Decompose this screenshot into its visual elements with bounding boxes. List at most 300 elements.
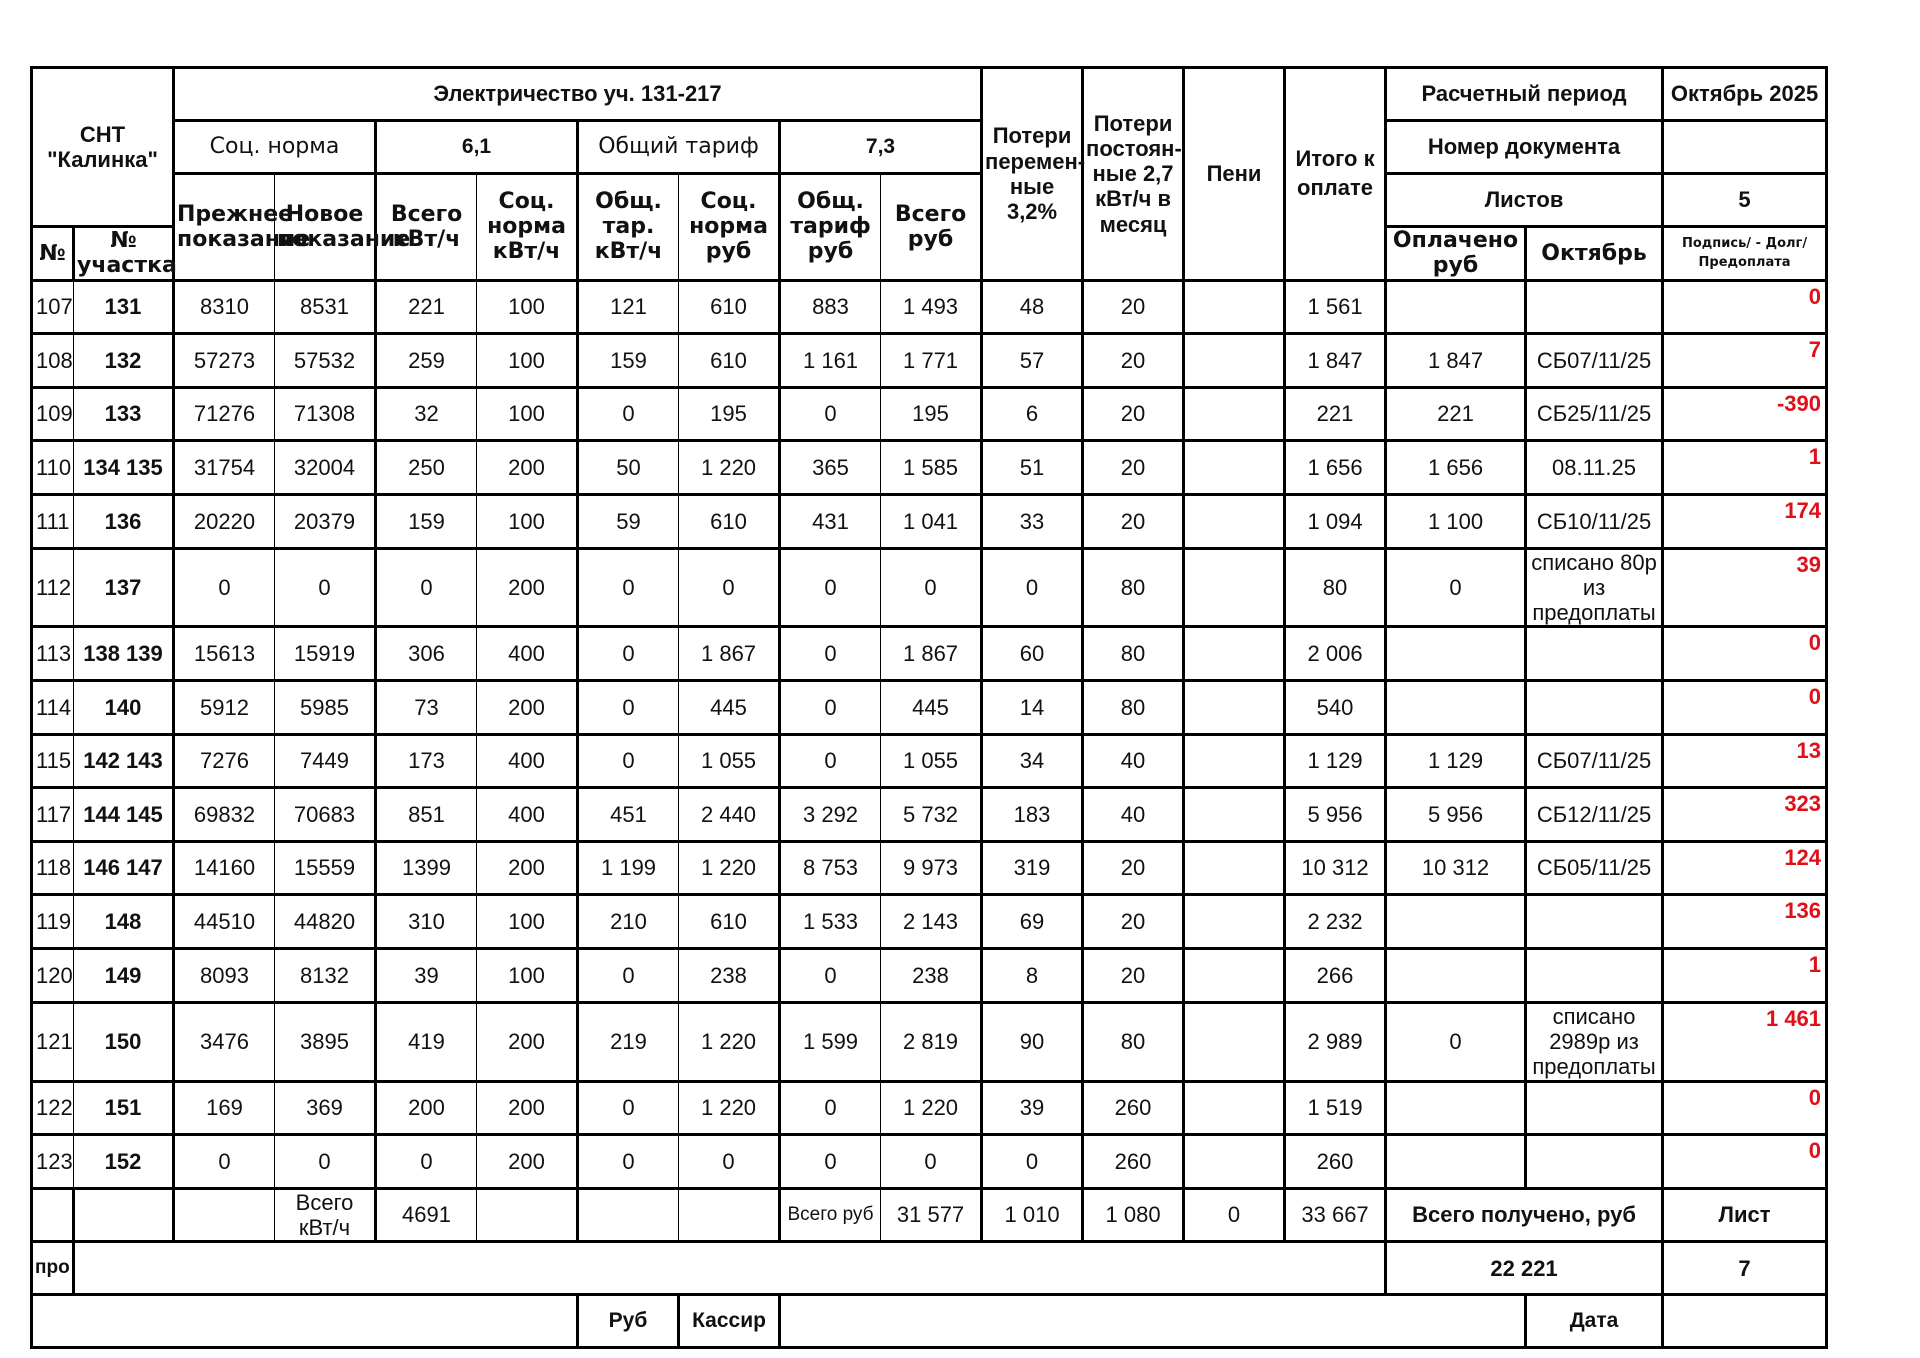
total-rub: 0 <box>881 548 982 627</box>
general-rub: 0 <box>780 949 881 1003</box>
general-kwh: 0 <box>578 1081 679 1135</box>
soc-norm-kwh: 400 <box>477 788 578 842</box>
total-rub: 1 867 <box>881 627 982 681</box>
plot-number: 132 <box>74 334 174 388</box>
soc-norm-kwh: 200 <box>477 1135 578 1189</box>
paid-rub[interactable]: 0 <box>1386 548 1526 627</box>
doc-number-label: Номер документа <box>1386 121 1663 174</box>
loss-variable: 57 <box>982 334 1083 388</box>
prev-reading: 20220 <box>174 494 275 548</box>
prev-reading: 15613 <box>174 627 275 681</box>
prev-reading: 69832 <box>174 788 275 842</box>
balance: 1 <box>1663 441 1827 495</box>
soc-norm-rub: 195 <box>679 387 780 441</box>
general-kwh: 210 <box>578 895 679 949</box>
totals-empty-num <box>32 1188 74 1242</box>
totals-penalty: 0 <box>1184 1188 1285 1242</box>
row-num: 112 <box>32 548 74 627</box>
balance: 0 <box>1663 280 1827 334</box>
penalty[interactable] <box>1184 681 1285 735</box>
loss-variable: 90 <box>982 1002 1083 1081</box>
total-kwh: 310 <box>376 895 477 949</box>
balance: 0 <box>1663 1081 1827 1135</box>
general-rub: 0 <box>780 1081 881 1135</box>
row-num: 118 <box>32 841 74 895</box>
general-kwh: 0 <box>578 734 679 788</box>
general-kwh: 0 <box>578 627 679 681</box>
general-kwh: 159 <box>578 334 679 388</box>
paid-rub[interactable] <box>1386 949 1526 1003</box>
received-row <box>32 1242 1827 1295</box>
total-kwh: 250 <box>376 441 477 495</box>
soc-norm-kwh: 200 <box>477 681 578 735</box>
balance: -390 <box>1663 387 1827 441</box>
payment-note[interactable] <box>1526 1135 1663 1189</box>
total-due: 1 129 <box>1285 734 1386 788</box>
payment-note[interactable]: списано 80р из предоплаты <box>1526 548 1663 627</box>
col-soc-norm-kwh: Соц. норма кВт/ч <box>477 174 578 281</box>
soc-norm-rub: 610 <box>679 334 780 388</box>
general-rub: 0 <box>780 681 881 735</box>
row-num: 108 <box>32 334 74 388</box>
general-kwh: 451 <box>578 788 679 842</box>
soc-norm-kwh: 200 <box>477 1081 578 1135</box>
paid-rub[interactable]: 1 847 <box>1386 334 1526 388</box>
loss-variable: 14 <box>982 681 1083 735</box>
totals-empty-prev <box>174 1188 275 1242</box>
payment-note[interactable]: СБ25/11/25 <box>1526 387 1663 441</box>
plot-number: 150 <box>74 1002 174 1081</box>
soc-norm-rub: 0 <box>679 1135 780 1189</box>
soc-norm-rub: 445 <box>679 681 780 735</box>
payment-note[interactable]: СБ07/11/25 <box>1526 734 1663 788</box>
date-field[interactable] <box>1663 1295 1827 1348</box>
loss-constant: 260 <box>1083 1135 1184 1189</box>
penalty[interactable] <box>1184 1002 1285 1081</box>
total-rub: 1 771 <box>881 334 982 388</box>
penalty[interactable] <box>1184 1081 1285 1135</box>
new-reading: 15559 <box>275 841 376 895</box>
soc-norm-rub: 0 <box>679 548 780 627</box>
row-num: 122 <box>32 1081 74 1135</box>
general-rub: 431 <box>780 494 881 548</box>
paid-rub[interactable] <box>1386 1135 1526 1189</box>
payment-note[interactable]: списано 2989р из предоплаты <box>1526 1002 1663 1081</box>
cashier-signature-field[interactable] <box>780 1295 1526 1348</box>
col-general-kwh: Общ. тар. кВт/ч <box>578 174 679 281</box>
plot-number: 146 147 <box>74 841 174 895</box>
loss-constant: 260 <box>1083 1081 1184 1135</box>
soc-norm-rub: 2 440 <box>679 788 780 842</box>
payment-note[interactable]: СБ12/11/25 <box>1526 788 1663 842</box>
col-new-reading: Новое показание <box>275 174 376 281</box>
total-due: 1 519 <box>1285 1081 1386 1135</box>
totals-empty-plot <box>74 1188 174 1242</box>
row-num: 114 <box>32 681 74 735</box>
date-label: Дата <box>1526 1295 1663 1348</box>
loss-variable: 60 <box>982 627 1083 681</box>
penalty[interactable] <box>1184 734 1285 788</box>
col-month: Октябрь <box>1526 227 1663 281</box>
col-signature: Подпись/ - Долг/Предоплата <box>1663 227 1827 281</box>
general-rub: 0 <box>780 734 881 788</box>
sheet-title: Электричество уч. 131-217 <box>174 68 982 121</box>
total-rub: 2 819 <box>881 1002 982 1081</box>
soc-norm-rub: 238 <box>679 949 780 1003</box>
table-row <box>32 1081 1827 1135</box>
soc-norm-rate: 6,1 <box>376 121 578 174</box>
soc-norm-kwh: 400 <box>477 627 578 681</box>
paid-rub[interactable]: 1 129 <box>1386 734 1526 788</box>
general-rub: 1 533 <box>780 895 881 949</box>
loss-constant: 20 <box>1083 334 1184 388</box>
general-rub: 1 599 <box>780 1002 881 1081</box>
total-kwh: 159 <box>376 494 477 548</box>
cashier-label: Кассир <box>679 1295 780 1348</box>
received-label: Всего получено, руб <box>1386 1188 1663 1242</box>
row-num: 119 <box>32 895 74 949</box>
general-kwh: 1 199 <box>578 841 679 895</box>
period-label: Расчетный период <box>1386 68 1663 121</box>
total-kwh: 221 <box>376 280 477 334</box>
balance: 174 <box>1663 494 1827 548</box>
balance: 0 <box>1663 681 1827 735</box>
balance: 124 <box>1663 841 1827 895</box>
row-num: 110 <box>32 441 74 495</box>
penalty[interactable] <box>1184 788 1285 842</box>
general-rub: 0 <box>780 627 881 681</box>
general-rub: 1 161 <box>780 334 881 388</box>
total-due: 221 <box>1285 387 1386 441</box>
plot-number: 149 <box>74 949 174 1003</box>
doc-number-value[interactable] <box>1663 121 1827 174</box>
loss-constant: 40 <box>1083 788 1184 842</box>
balance: 0 <box>1663 1135 1827 1189</box>
loss-constant: 40 <box>1083 734 1184 788</box>
table-row <box>32 627 1827 681</box>
soc-norm-kwh: 200 <box>477 441 578 495</box>
payment-note[interactable] <box>1526 949 1663 1003</box>
electricity-billing-sheet <box>30 66 1828 1349</box>
general-rub: 0 <box>780 387 881 441</box>
cut-label: про <box>32 1242 74 1295</box>
row-num: 115 <box>32 734 74 788</box>
totals-loss-var: 1 010 <box>982 1188 1083 1242</box>
payment-note[interactable]: СБ10/11/25 <box>1526 494 1663 548</box>
totals-empty-gen-kwh <box>578 1188 679 1242</box>
totals-kwh-label: Всего кВт/ч <box>275 1188 376 1242</box>
table-row <box>32 1135 1827 1189</box>
prev-reading: 71276 <box>174 387 275 441</box>
total-rub: 1 220 <box>881 1081 982 1135</box>
soc-norm-kwh: 200 <box>477 1002 578 1081</box>
plot-number: 134 135 <box>74 441 174 495</box>
loss-variable: 6 <box>982 387 1083 441</box>
total-rub: 0 <box>881 1135 982 1189</box>
row-num: 113 <box>32 627 74 681</box>
general-kwh: 0 <box>578 387 679 441</box>
general-kwh: 50 <box>578 441 679 495</box>
col-paid-rub: Оплачено руб <box>1386 227 1526 281</box>
general-kwh: 219 <box>578 1002 679 1081</box>
penalty[interactable] <box>1184 949 1285 1003</box>
penalty[interactable] <box>1184 387 1285 441</box>
soc-norm-kwh: 100 <box>477 280 578 334</box>
total-rub: 1 041 <box>881 494 982 548</box>
total-kwh: 851 <box>376 788 477 842</box>
plot-number: 144 145 <box>74 788 174 842</box>
table-row <box>32 441 1827 495</box>
total-rub: 1 585 <box>881 441 982 495</box>
paid-rub[interactable]: 10 312 <box>1386 841 1526 895</box>
total-kwh: 259 <box>376 334 477 388</box>
total-due: 2 989 <box>1285 1002 1386 1081</box>
soc-norm-rub: 1 220 <box>679 1081 780 1135</box>
total-due: 1 656 <box>1285 441 1386 495</box>
balance: 323 <box>1663 788 1827 842</box>
soc-norm-kwh: 100 <box>477 494 578 548</box>
general-rub: 3 292 <box>780 788 881 842</box>
total-due: 260 <box>1285 1135 1386 1189</box>
general-kwh: 0 <box>578 1135 679 1189</box>
soc-norm-label: Соц. норма <box>174 121 376 174</box>
loss-constant: 20 <box>1083 441 1184 495</box>
sheet-label: Лист <box>1663 1188 1827 1242</box>
row-num: 107 <box>32 280 74 334</box>
general-rub: 883 <box>780 280 881 334</box>
total-due: 80 <box>1285 548 1386 627</box>
new-reading: 5985 <box>275 681 376 735</box>
soc-norm-kwh: 100 <box>477 387 578 441</box>
penalty[interactable] <box>1184 441 1285 495</box>
loss-variable: 48 <box>982 280 1083 334</box>
col-num: № <box>32 227 74 281</box>
new-reading: 0 <box>275 1135 376 1189</box>
col-plot: № участка <box>74 227 174 281</box>
loss-constant: 80 <box>1083 627 1184 681</box>
general-rub: 8 753 <box>780 841 881 895</box>
row-num: 111 <box>32 494 74 548</box>
paid-rub[interactable] <box>1386 280 1526 334</box>
losses-constant-header: Потери постоян-ные 2,7 кВт/ч в месяц <box>1083 68 1184 281</box>
loss-variable: 33 <box>982 494 1083 548</box>
total-kwh: 200 <box>376 1081 477 1135</box>
table-row <box>32 734 1827 788</box>
loss-variable: 51 <box>982 441 1083 495</box>
plot-number: 138 139 <box>74 627 174 681</box>
payment-note[interactable] <box>1526 280 1663 334</box>
loss-constant: 80 <box>1083 548 1184 627</box>
total-due: 10 312 <box>1285 841 1386 895</box>
plot-number: 152 <box>74 1135 174 1189</box>
totals-kwh-value: 4691 <box>376 1188 477 1242</box>
loss-constant: 20 <box>1083 841 1184 895</box>
penalty[interactable] <box>1184 627 1285 681</box>
total-due: 2 006 <box>1285 627 1386 681</box>
prev-reading: 8310 <box>174 280 275 334</box>
new-reading: 44820 <box>275 895 376 949</box>
prev-reading: 169 <box>174 1081 275 1135</box>
total-due: 540 <box>1285 681 1386 735</box>
new-reading: 8531 <box>275 280 376 334</box>
general-kwh: 0 <box>578 681 679 735</box>
table-row <box>32 788 1827 842</box>
penalty[interactable] <box>1184 895 1285 949</box>
total-rub: 1 493 <box>881 280 982 334</box>
payment-note[interactable]: СБ07/11/25 <box>1526 334 1663 388</box>
total-due: 5 956 <box>1285 788 1386 842</box>
plot-number: 148 <box>74 895 174 949</box>
paid-rub[interactable]: 0 <box>1386 1002 1526 1081</box>
penalty[interactable] <box>1184 334 1285 388</box>
table-row <box>32 681 1827 735</box>
payment-note[interactable]: СБ05/11/25 <box>1526 841 1663 895</box>
sheets-label: Листов <box>1386 174 1663 227</box>
soc-norm-rub: 1 220 <box>679 1002 780 1081</box>
total-rub: 195 <box>881 387 982 441</box>
total-kwh: 0 <box>376 548 477 627</box>
prev-reading: 14160 <box>174 841 275 895</box>
paid-rub[interactable]: 1 100 <box>1386 494 1526 548</box>
total-due: 1 094 <box>1285 494 1386 548</box>
soc-norm-kwh: 100 <box>477 949 578 1003</box>
total-due: 1 561 <box>1285 280 1386 334</box>
total-rub: 238 <box>881 949 982 1003</box>
new-reading: 57532 <box>275 334 376 388</box>
paid-rub[interactable] <box>1386 681 1526 735</box>
soc-norm-kwh: 200 <box>477 548 578 627</box>
general-rub: 365 <box>780 441 881 495</box>
total-due-header: Итого к оплате <box>1285 68 1386 281</box>
soc-norm-kwh: 400 <box>477 734 578 788</box>
soc-norm-kwh: 100 <box>477 895 578 949</box>
prev-reading: 31754 <box>174 441 275 495</box>
payment-note[interactable] <box>1526 895 1663 949</box>
paid-rub[interactable] <box>1386 1081 1526 1135</box>
plot-number: 142 143 <box>74 734 174 788</box>
general-tariff-rate: 7,3 <box>780 121 982 174</box>
soc-norm-kwh: 200 <box>477 841 578 895</box>
payment-note[interactable] <box>1526 681 1663 735</box>
general-kwh: 0 <box>578 548 679 627</box>
totals-empty-norm-rub <box>679 1188 780 1242</box>
paid-rub[interactable]: 221 <box>1386 387 1526 441</box>
total-kwh: 32 <box>376 387 477 441</box>
penalty[interactable] <box>1184 841 1285 895</box>
total-kwh: 39 <box>376 949 477 1003</box>
soc-norm-rub: 1 867 <box>679 627 780 681</box>
general-rub: 0 <box>780 1135 881 1189</box>
table-row <box>32 1002 1827 1081</box>
paid-rub[interactable] <box>1386 895 1526 949</box>
soc-norm-rub: 1 220 <box>679 841 780 895</box>
new-reading: 7449 <box>275 734 376 788</box>
soc-norm-kwh: 100 <box>477 334 578 388</box>
soc-norm-rub: 610 <box>679 280 780 334</box>
prev-reading: 3476 <box>174 1002 275 1081</box>
prev-reading: 7276 <box>174 734 275 788</box>
soc-norm-rub: 1 055 <box>679 734 780 788</box>
new-reading: 32004 <box>275 441 376 495</box>
balance: 7 <box>1663 334 1827 388</box>
paid-rub[interactable]: 5 956 <box>1386 788 1526 842</box>
balance: 1 461 <box>1663 1002 1827 1081</box>
new-reading: 369 <box>275 1081 376 1135</box>
plot-number: 151 <box>74 1081 174 1135</box>
col-soc-norm-rub: Соц. норма руб <box>679 174 780 281</box>
total-rub: 1 055 <box>881 734 982 788</box>
plot-number: 137 <box>74 548 174 627</box>
general-rub: 0 <box>780 548 881 627</box>
totals-rub-value: 31 577 <box>881 1188 982 1242</box>
paid-rub[interactable]: 1 656 <box>1386 441 1526 495</box>
total-kwh: 306 <box>376 627 477 681</box>
table-row <box>32 494 1827 548</box>
loss-variable: 0 <box>982 548 1083 627</box>
totals-rub-label: Всего руб <box>780 1188 881 1242</box>
row-num: 121 <box>32 1002 74 1081</box>
total-kwh: 0 <box>376 1135 477 1189</box>
soc-norm-rub: 610 <box>679 494 780 548</box>
general-kwh: 121 <box>578 280 679 334</box>
cashier-empty-left <box>32 1295 578 1348</box>
received-value: 22 221 <box>1386 1242 1663 1295</box>
paid-rub[interactable] <box>1386 627 1526 681</box>
received-empty <box>74 1242 1386 1295</box>
new-reading: 3895 <box>275 1002 376 1081</box>
balance: 39 <box>1663 548 1827 627</box>
prev-reading: 8093 <box>174 949 275 1003</box>
totals-row <box>32 1188 1827 1242</box>
balance: 0 <box>1663 627 1827 681</box>
total-kwh: 73 <box>376 681 477 735</box>
loss-variable: 69 <box>982 895 1083 949</box>
row-num: 117 <box>32 788 74 842</box>
table-row <box>32 387 1827 441</box>
new-reading: 20379 <box>275 494 376 548</box>
total-kwh: 1399 <box>376 841 477 895</box>
period-value: Октябрь 2025 <box>1663 68 1827 121</box>
rub-label: Руб <box>578 1295 679 1348</box>
penalty[interactable] <box>1184 494 1285 548</box>
prev-reading: 57273 <box>174 334 275 388</box>
loss-variable: 183 <box>982 788 1083 842</box>
sheets-value: 5 <box>1663 174 1827 227</box>
loss-constant: 80 <box>1083 1002 1184 1081</box>
payment-note[interactable] <box>1526 1081 1663 1135</box>
new-reading: 71308 <box>275 387 376 441</box>
general-tariff-label: Общий тариф <box>578 121 780 174</box>
col-prev-reading: Прежнее показание <box>174 174 275 281</box>
payment-note[interactable] <box>1526 627 1663 681</box>
total-due: 2 232 <box>1285 895 1386 949</box>
loss-constant: 20 <box>1083 280 1184 334</box>
row-num: 123 <box>32 1135 74 1189</box>
penalty[interactable] <box>1184 548 1285 627</box>
loss-constant: 80 <box>1083 681 1184 735</box>
penalty[interactable] <box>1184 1135 1285 1189</box>
org-name: СНТ "Калинка" <box>32 68 174 227</box>
plot-number: 131 <box>74 280 174 334</box>
prev-reading: 0 <box>174 1135 275 1189</box>
plot-number: 136 <box>74 494 174 548</box>
col-general-rub: Общ. тариф руб <box>780 174 881 281</box>
row-num: 120 <box>32 949 74 1003</box>
payment-note[interactable]: 08.11.25 <box>1526 441 1663 495</box>
total-rub: 445 <box>881 681 982 735</box>
penalty[interactable] <box>1184 280 1285 334</box>
loss-variable: 8 <box>982 949 1083 1003</box>
